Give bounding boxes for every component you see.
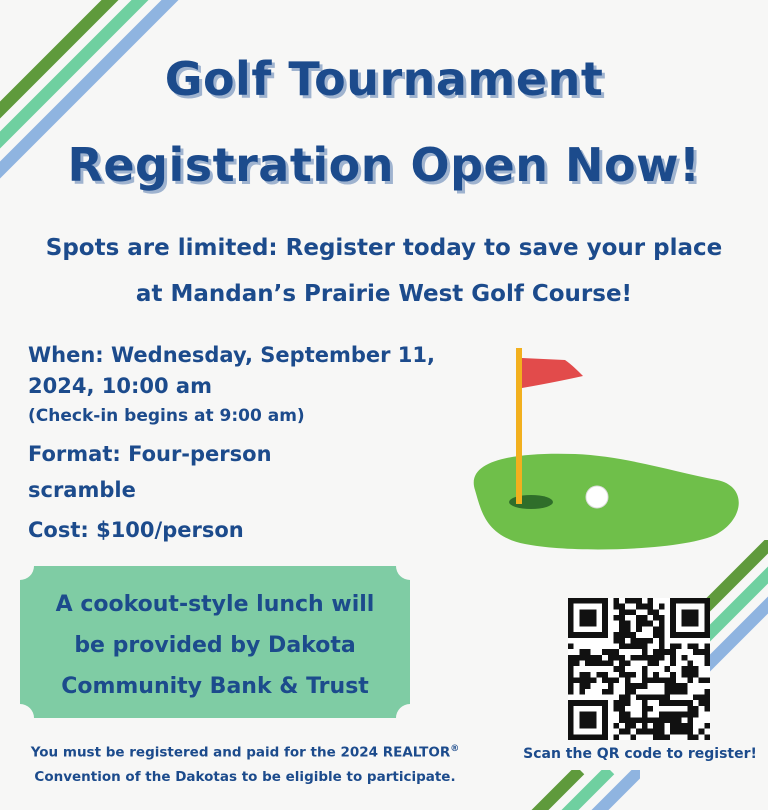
footnote-text-before: You must be registered and paid for the 2024 REALTOR (30, 744, 451, 761)
event-cost: Cost: $100/person (28, 518, 244, 542)
flag-pole-icon (516, 348, 522, 504)
golf-ball-icon (586, 486, 608, 508)
eligibility-footnote (0, 737, 490, 789)
page-title-line-1: Golf Tournament (164, 52, 604, 106)
corner-stripes-bottom (520, 770, 640, 810)
event-checkin: (Check-in begins at 9:00 am) (28, 406, 305, 426)
lunch-callout (20, 566, 410, 718)
subtitle: Spots are limited: Register today to save your place at Mandan’s Prairie West Golf Course! (45, 235, 723, 307)
registration-qr-code[interactable] (568, 598, 710, 740)
page-title-line-2: Registration Open Now! (67, 138, 701, 192)
lunch-text: A cookout-style lunch will be provided by Dakota Community Bank & Trust (55, 592, 375, 699)
golf-green-illustration (455, 340, 745, 555)
qr-caption: Scan the QR code to register! (523, 746, 757, 762)
golf-hole-icon (509, 495, 553, 509)
red-flag-icon (522, 358, 583, 388)
event-when: When: Wednesday, September 11, 2024, 10:00 am (28, 343, 436, 398)
event-details (28, 340, 448, 546)
event-format: Format: Four-person scramble (28, 442, 272, 502)
footnote-text-after: Convention of the Dakotas to be eligible to participate. (34, 768, 456, 785)
registered-mark: ® (450, 744, 460, 754)
